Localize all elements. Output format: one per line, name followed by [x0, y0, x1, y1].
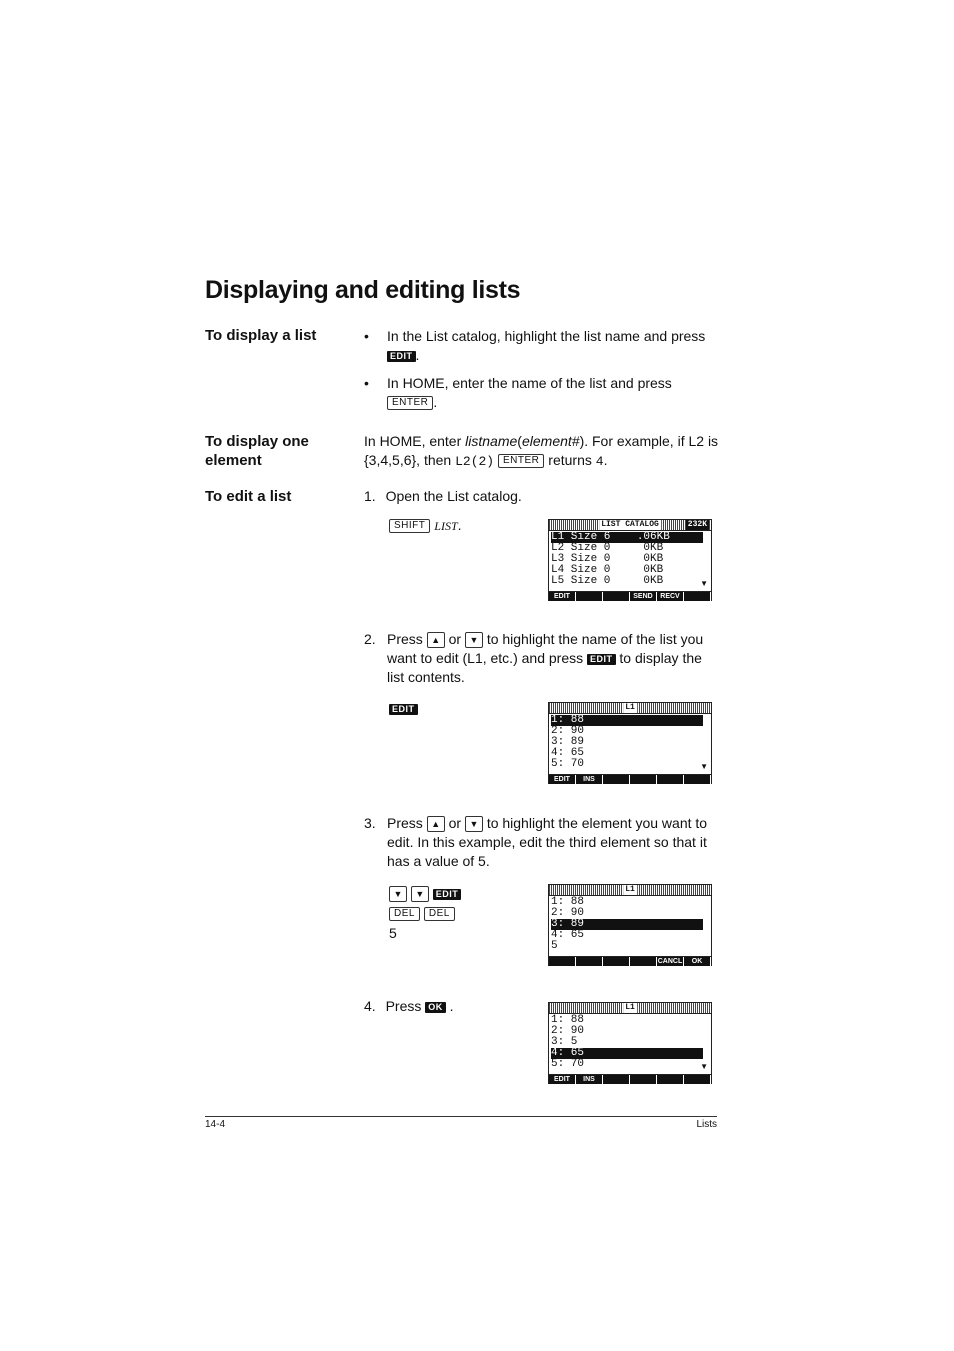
step-3-keys: [389, 883, 461, 943]
list-item: 5: 70: [551, 1058, 585, 1070]
list-item: L5 Size 0 0KB: [551, 575, 664, 587]
edit-line: 5: [551, 940, 558, 952]
heading-display-element: To display one element: [205, 433, 309, 469]
menu-key: EDIT: [549, 775, 576, 784]
menu-key: [630, 957, 657, 966]
list-item: 2: 90: [551, 907, 585, 919]
menu-key: RECV: [657, 592, 684, 601]
heading-display-list: To display a list: [205, 327, 317, 344]
screen-title-bar: LIST CATALOG 232K: [549, 520, 711, 531]
screen-menu: [549, 774, 711, 784]
menu-key: [603, 775, 630, 784]
screen-rows: [549, 531, 711, 591]
down-arrow-key: ▼: [465, 816, 483, 832]
screen-list-catalog: [548, 519, 712, 601]
menu-key: [657, 775, 684, 784]
list-item: L2 Size 0 0KB: [551, 542, 664, 554]
ok-softkey: OK: [425, 1002, 446, 1013]
del-key: DEL: [424, 907, 455, 921]
more-down-icon: ▼: [700, 762, 708, 771]
shift-key: SHIFT: [389, 519, 430, 533]
del-key: DEL: [389, 907, 420, 921]
display-element-text: In HOME, enter listname(element#). For example, if L2 is {3,4,5,6}, then L2(2) ENTER returns 4.: [364, 433, 719, 469]
list-item: L1 Size 6 .06KB: [551, 532, 703, 543]
menu-key: [657, 1075, 684, 1084]
edit-softkey: EDIT: [389, 704, 418, 715]
code-l2: L2(2): [455, 454, 495, 469]
list-item: 1: 88: [551, 715, 703, 726]
list-item: 4: 65: [551, 747, 585, 759]
enter-key: ENTER: [387, 396, 433, 410]
menu-key: [576, 957, 603, 966]
edit-softkey: EDIT: [587, 654, 616, 665]
edit-softkey: EDIT: [433, 889, 462, 900]
up-arrow-key: ▲: [427, 632, 445, 648]
list-item: 3: 89: [551, 736, 585, 748]
menu-key: OK: [684, 957, 711, 966]
list-item: L4 Size 0 0KB: [551, 564, 664, 576]
screen-menu: [549, 956, 711, 966]
more-down-icon: ▼: [700, 579, 708, 588]
menu-key: [603, 957, 630, 966]
step-1-keys: SHIFT LIST.: [389, 516, 462, 536]
heading-edit-list: To edit a list: [205, 488, 292, 505]
menu-key: [684, 1075, 711, 1084]
list-item: 3: 5: [551, 1036, 578, 1048]
menu-key: INS: [576, 775, 603, 784]
bullet-item: • In HOME, enter the name of the list and press ENTER .: [364, 375, 672, 410]
menu-key: [603, 592, 630, 601]
screen-menu: [549, 591, 711, 601]
list-item: 1: 88: [551, 1014, 585, 1026]
bullet-item: • In the List catalog, highlight the list name and press EDIT .: [364, 328, 706, 363]
menu-key: [603, 1075, 630, 1084]
down-arrow-key: ▼: [411, 886, 429, 902]
down-arrow-key: ▼: [389, 886, 407, 902]
list-item: 4: 65: [551, 929, 585, 941]
screen-menu: [549, 1074, 711, 1084]
step-4: 4. Press OK .: [364, 998, 454, 1014]
down-arrow-key: ▼: [465, 632, 483, 648]
chapter-name: Lists: [696, 1119, 717, 1130]
footer-divider: [205, 1116, 717, 1117]
step-3: 3. Press ▲ or ▼ to highlight the element you want to edit. In this example, edit the third element so that it has a value of 5.: [364, 815, 708, 869]
screen-list-l1-editing: L1 1: 88 2: 90 3: 89 4: 65 5 CANCL OK: [548, 884, 712, 966]
page-title: Displaying and editing lists: [205, 276, 521, 304]
menu-key: [684, 775, 711, 784]
step-1: 1. Open the List catalog.: [364, 488, 522, 504]
menu-key: [549, 957, 576, 966]
list-item: 5: 70: [551, 758, 585, 770]
page-number: 14-4: [205, 1119, 226, 1130]
screen-list-l1: L1 1: 88 2: 90 3: 89 4: 65 5: 70 ▼ EDIT INS: [548, 702, 712, 784]
step-2-keys: [389, 699, 418, 718]
menu-key: [630, 775, 657, 784]
edit-softkey: EDIT: [387, 351, 416, 362]
menu-key: SEND: [630, 592, 657, 601]
typed-value: 5: [389, 925, 397, 941]
list-item: 1: 88: [551, 896, 585, 908]
bullet-list: [364, 327, 724, 412]
menu-key: [630, 1075, 657, 1084]
list-item: L3 Size 0 0KB: [551, 553, 664, 565]
more-down-icon: ▼: [700, 1062, 708, 1071]
menu-key: INS: [576, 1075, 603, 1084]
list-item: 2: 90: [551, 1025, 585, 1037]
menu-key: [684, 592, 711, 601]
step-2: 2. Press ▲ or ▼ to highlight the name of the list you want to edit (L1, etc.) and press EDIT to display the list contents.: [364, 631, 704, 685]
list-item: 4: 65: [551, 1048, 703, 1059]
menu-key: CANCL: [657, 958, 683, 965]
list-item: 3: 89: [551, 919, 703, 930]
menu-key: [576, 592, 603, 601]
screen-list-l1-updated: L1 1: 88 2: 90 3: 5 4: 65 5: 70 ▼ EDIT INS: [548, 1002, 712, 1084]
list-item: 2: 90: [551, 725, 585, 737]
enter-key: ENTER: [498, 454, 544, 468]
menu-key: EDIT: [549, 592, 576, 601]
up-arrow-key: ▲: [427, 816, 445, 832]
menu-key: EDIT: [549, 1075, 576, 1084]
